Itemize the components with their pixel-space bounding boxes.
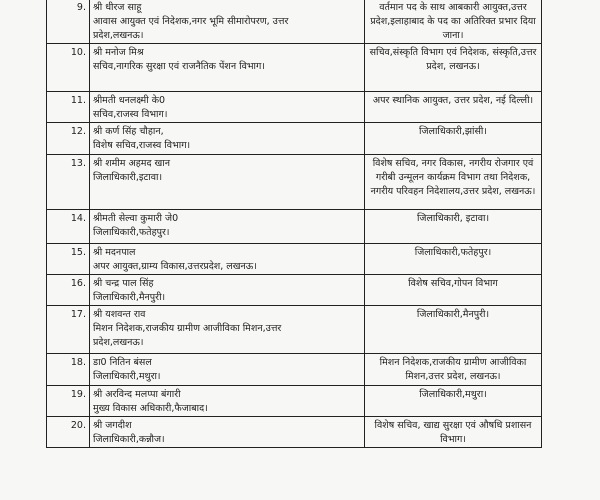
officer-cell xyxy=(90,123,365,155)
officer-cell xyxy=(90,210,365,244)
new-posting-cell xyxy=(365,155,542,210)
new-posting: विशेष सचिव,गोपन विभाग xyxy=(408,278,498,289)
current-designation: प्रदेश,लखनऊ। xyxy=(93,30,144,41)
officer-name: श्री मदनपाल xyxy=(93,247,136,258)
serial-number: 19. xyxy=(47,386,90,417)
new-posting: मिशन निदेशक,राजकीय ग्रामीण आजीविका मिशन,उत्तर प्रदेश, लखनऊ। xyxy=(379,357,527,382)
table-row xyxy=(47,354,542,386)
table-row xyxy=(47,123,542,155)
table-row xyxy=(47,244,542,275)
officer-cell xyxy=(90,0,365,44)
serial-number: 17. xyxy=(47,306,90,354)
new-posting-cell xyxy=(365,275,542,306)
current-designation: मुख्य विकास अधिकारी,फैजाबाद। xyxy=(93,403,208,414)
serial-number: 20. xyxy=(47,417,90,448)
officer-name: श्री अरविन्द मलप्पा बंगारी xyxy=(93,389,181,400)
officer-name: श्री कर्ण सिंह चौहान, xyxy=(93,126,164,137)
officer-cell xyxy=(90,92,365,123)
new-posting: वर्तमान पद के साथ आबकारी आयुक्त,उत्तर प्रदेश,इलाहाबाद के पद का अतिरिक्त प्रभार दिया जाना। xyxy=(370,2,536,41)
serial-number: 14. xyxy=(47,210,90,244)
serial-number: 13. xyxy=(47,155,90,210)
current-designation: मिशन निदेशक,राजकीय ग्रामीण आजीविका मिशन,उत्तर xyxy=(93,323,282,334)
officer-name: श्री धीरज साहू xyxy=(93,2,142,13)
officer-cell xyxy=(90,275,365,306)
serial-number: 16. xyxy=(47,275,90,306)
new-posting: जिलाधिकारी,झांसी। xyxy=(419,126,487,137)
table-row xyxy=(47,92,542,123)
officer-name: श्री चन्द्र पाल सिंह xyxy=(93,278,154,289)
current-designation: जिलाधिकारी,फतेहपुर। xyxy=(93,227,170,238)
officer-cell xyxy=(90,306,365,354)
table-row xyxy=(47,275,542,306)
new-posting-cell xyxy=(365,417,542,448)
new-posting-cell xyxy=(365,0,542,44)
table-row xyxy=(47,155,542,210)
officer-cell xyxy=(90,354,365,386)
table-row xyxy=(47,306,542,354)
current-designation: आवास आयुक्त एवं निदेशक,नगर भूमि सीमारोपरण, उत्तर xyxy=(93,16,289,27)
new-posting-cell xyxy=(365,306,542,354)
serial-number: 11. xyxy=(47,92,90,123)
officer-name: श्री मनोज मिश्र xyxy=(93,47,144,58)
new-posting: जिलाधिकारी,मथुरा। xyxy=(419,389,487,400)
serial-number: 10. xyxy=(47,44,90,92)
officer-name: श्री शमीम अहमद खान xyxy=(93,158,171,169)
new-posting: विशेष सचिव, नगर विकास, नगरीय रोजगार एवं गरीबी उन्मूलन कार्यक्रम विभाग तथा निदेशक, नगरीय परिवहन निदेशालय,उत्तर प्रदेश, लखनऊ। xyxy=(370,158,536,197)
officer-name: श्री यशवन्त राव xyxy=(93,309,146,320)
new-posting-cell xyxy=(365,354,542,386)
new-posting-cell xyxy=(365,92,542,123)
officer-name: डा0 नितिन बंसल xyxy=(93,357,152,368)
table-row xyxy=(47,0,542,44)
officer-cell xyxy=(90,417,365,448)
current-designation: जिलाधिकारी,मथुरा। xyxy=(93,371,161,382)
new-posting: जिलाधिकारी,फतेहपुर। xyxy=(414,247,492,258)
serial-number: 9. xyxy=(47,0,90,44)
current-designation: जिलाधिकारी,इटावा। xyxy=(93,172,163,183)
current-designation: अपर आयुक्त,ग्राम्य विकास,उत्तरप्रदेश, लखनऊ। xyxy=(93,261,257,272)
officer-cell xyxy=(90,155,365,210)
new-posting: अपर स्थानिक आयुक्त, उत्तर प्रदेश, नई दिल्ली। xyxy=(372,95,534,106)
table-row xyxy=(47,417,542,448)
current-designation: विशेष सचिव,राजस्व विभाग। xyxy=(93,140,191,151)
new-posting-cell xyxy=(365,386,542,417)
current-designation: सचिव,नागरिक सुरक्षा एवं राजनैतिक पेंशन विभाग। xyxy=(93,61,265,72)
new-posting: विशेष सचिव, खाद्य सुरक्षा एवं औषधि प्रशासन विभाग। xyxy=(374,420,532,445)
new-posting-cell xyxy=(365,44,542,92)
officer-name: श्री जगदीश xyxy=(93,420,132,431)
officer-cell xyxy=(90,244,365,275)
current-designation: प्रदेश,लखनऊ। xyxy=(93,337,144,348)
new-posting: जिलाधिकारी,मैनपुरी। xyxy=(416,309,490,320)
officer-transfer-table xyxy=(46,0,542,448)
table-row xyxy=(47,210,542,244)
new-posting-cell xyxy=(365,244,542,275)
officer-cell xyxy=(90,386,365,417)
current-designation: सचिव,राजस्व विभाग। xyxy=(93,109,168,120)
officer-name: श्रीमती धनलक्ष्मी के0 xyxy=(93,95,166,106)
serial-number: 12. xyxy=(47,123,90,155)
table-row xyxy=(47,44,542,92)
new-posting-cell xyxy=(365,210,542,244)
table-row xyxy=(47,386,542,417)
new-posting: सचिव,संस्कृति विभाग एवं निदेशक, संस्कृति,उत्तर प्रदेश, लखनऊ। xyxy=(369,47,537,72)
new-posting: जिलाधिकारी, इटावा। xyxy=(416,213,490,224)
serial-number: 18. xyxy=(47,354,90,386)
serial-number: 15. xyxy=(47,244,90,275)
current-designation: जिलाधिकारी,मैनपुरी। xyxy=(93,292,166,303)
officer-cell xyxy=(90,44,365,92)
current-designation: जिलाधिकारी,कन्नौज। xyxy=(93,434,165,445)
new-posting-cell xyxy=(365,123,542,155)
officer-name: श्रीमती सेल्वा कुमारी जे0 xyxy=(93,213,179,224)
table-body xyxy=(47,0,542,448)
